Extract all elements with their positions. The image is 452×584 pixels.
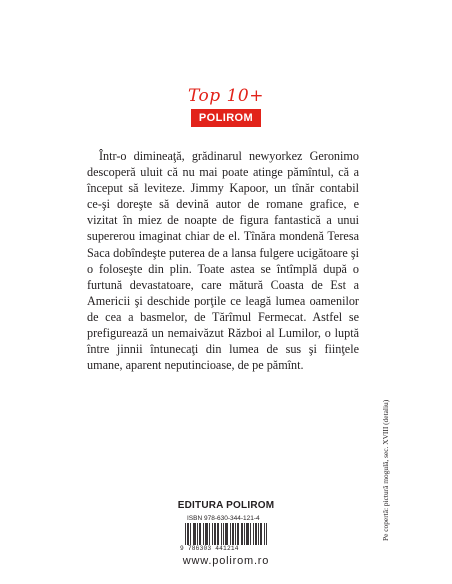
barcode-bar: [193, 523, 194, 545]
barcode-bar: [212, 523, 213, 545]
barcode-bar: [207, 523, 208, 545]
barcode-bar: [235, 523, 236, 545]
series-logo: [0, 86, 452, 127]
barcode-bar: [256, 523, 257, 545]
cover-credit: Pe copertă: pictură mogulă, sec. XVIII (detaliu): [381, 399, 390, 541]
barcode-bar: [194, 523, 195, 545]
barcode-bar: [248, 523, 249, 545]
barcode-bar: [190, 523, 191, 545]
barcode-bar: [227, 523, 228, 545]
book-blurb: Într-o dimineaţă, grădinarul newyorkez Geronimo descoperă uluit că nu mai poate atinge pămîntul, că a început să leviteze. Jimmy Kapoor, un tînăr contabil ce-şi doreşte să devină autor de romane grafice, e vizitat în miez de noapte de figura fantastică a unui supererou imaginat chiar de el. Tînăra mondenă Teresa Saca dobîndeşte puterea de a lansa fulgere ucigătoare şi o foloseşte din plin. Toate astea se întîmplă după o furtună devastatoare, care mătură Coasta de Est a Americii şi deschide porţile ce leagă lumea oamenilor de cea a basmelor, de Tărîmul Fermecat. Astfel se prefigurează un nemaivăzut Război al Lumilor, o luptă între jinnii întunecaţi din lumea de sus şi fiinţele umane, aparent neputincioase, de pe pămînt.: [87, 149, 359, 373]
barcode-bar: [185, 523, 186, 545]
barcode-bar: [242, 523, 243, 545]
barcode-bar: [203, 523, 204, 545]
barcode-bar: [266, 523, 267, 545]
barcode-bar: [209, 523, 210, 545]
barcode-bar: [264, 523, 265, 545]
barcode-bar: [238, 523, 239, 545]
barcode-bar: [253, 523, 254, 545]
barcode-bar: [232, 523, 233, 545]
barcode-bar: [258, 523, 259, 545]
barcode-bar: [195, 523, 196, 545]
barcode-bar: [223, 523, 224, 545]
barcode-bar: [241, 523, 242, 545]
publisher-website: www.polirom.ro: [182, 555, 270, 567]
barcode-digits: 9 786303 441214: [180, 545, 239, 552]
barcode-bar: [188, 523, 189, 545]
barcode-bar: [260, 523, 261, 545]
barcode-bar: [200, 523, 201, 545]
barcode-bar: [187, 523, 188, 545]
barcode-bar: [206, 523, 207, 545]
barcode-bar: [244, 523, 245, 545]
barcode-bar: [217, 523, 218, 545]
barcode-bar: [250, 523, 251, 545]
barcode-bar: [218, 523, 219, 545]
barcode-bar: [225, 523, 226, 545]
publisher-imprint: EDITURA POLIROM: [177, 500, 275, 511]
barcode-bar: [214, 523, 215, 545]
barcode-bar: [230, 523, 231, 545]
barcode-bar: [226, 523, 227, 545]
isbn-text: ISBN 978-630-344-121-4: [187, 515, 260, 522]
barcode-bar: [197, 523, 198, 545]
barcode-bar: [261, 523, 262, 545]
barcode-bar: [221, 523, 222, 545]
publisher-badge: POLIROM: [191, 109, 261, 127]
barcode-bar: [199, 523, 200, 545]
barcode-bar: [205, 523, 206, 545]
barcode-bar: [237, 523, 238, 545]
isbn-barcode-block: [177, 515, 277, 552]
barcode-icon: [185, 523, 267, 545]
barcode-bar: [247, 523, 248, 545]
barcode-bar: [246, 523, 247, 545]
barcode-bar: [215, 523, 216, 545]
series-title: Top 10+: [188, 86, 264, 106]
barcode-bar: [233, 523, 234, 545]
barcode-bar: [255, 523, 256, 545]
